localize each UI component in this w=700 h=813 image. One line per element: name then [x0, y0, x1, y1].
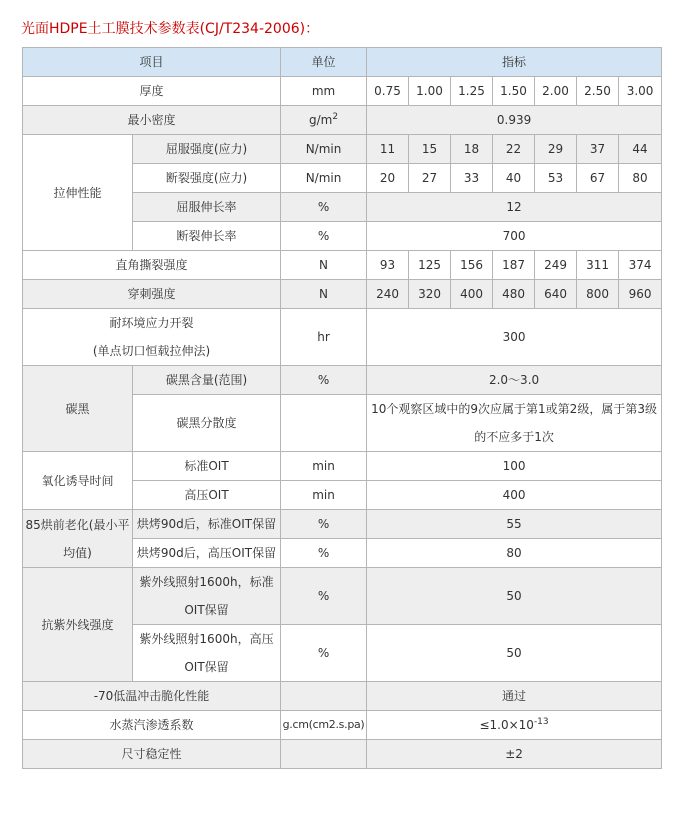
row-label: 水蒸汽渗透系数: [23, 711, 281, 740]
value-cell: 100: [367, 452, 662, 481]
value-base: ≤1.0×10: [479, 718, 534, 732]
label-line: OIT保留: [184, 603, 229, 617]
row-label: 最小密度: [23, 106, 281, 135]
row-label: 穿刺强度: [23, 280, 281, 309]
value-cell: 20: [367, 164, 409, 193]
value-cell: 125: [409, 251, 451, 280]
row-label: [133, 568, 281, 625]
row-label: [23, 309, 281, 366]
row-unit: %: [281, 539, 367, 568]
row-unit: mm: [281, 77, 367, 106]
table-row-stress-crack: [23, 309, 662, 366]
value-cell: 53: [535, 164, 577, 193]
value-cell: 1.25: [451, 77, 493, 106]
value-cell: 2.50: [577, 77, 619, 106]
table-row-vapor: [23, 711, 662, 740]
value-cell: 11: [367, 135, 409, 164]
row-label: 碳黑含量(范围): [133, 366, 281, 395]
page-title: 光面HDPE土工膜技术参数表(CJ/T234-2006)：: [21, 21, 320, 37]
value-cell: [367, 395, 662, 452]
value-cell: 800: [577, 280, 619, 309]
row-label: 厚度: [23, 77, 281, 106]
row-label: 屈服强度(应力): [133, 135, 281, 164]
value-cell: 2.00: [535, 77, 577, 106]
row-unit: g.cm(cm2.s.pa): [281, 711, 367, 740]
value-superscript: -13: [533, 717, 549, 727]
row-unit: %: [281, 193, 367, 222]
value-cell: 400: [367, 481, 662, 510]
table-row-tear: [23, 251, 662, 280]
value-cell: 55: [367, 510, 662, 539]
value-cell: 15: [409, 135, 451, 164]
value-line: 10个观察区域中的9次应属于第1或第2级，属于第3级: [371, 402, 657, 416]
label-line: 均值): [63, 545, 92, 560]
value-cell: 37: [577, 135, 619, 164]
row-label: 尺寸稳定性: [23, 740, 281, 769]
value-cell: 249: [535, 251, 577, 280]
table-row-density: [23, 106, 662, 135]
header-unit: 单位: [281, 48, 367, 77]
value-cell: 187: [493, 251, 535, 280]
row-unit: %: [281, 366, 367, 395]
value-cell: 40: [493, 164, 535, 193]
value-cell: 44: [619, 135, 662, 164]
value-cell: 22: [493, 135, 535, 164]
value-cell: 67: [577, 164, 619, 193]
group-label-tensile: 拉伸性能: [23, 135, 133, 251]
row-unit: hr: [281, 309, 367, 366]
value-cell: 3.00: [619, 77, 662, 106]
value-cell: 374: [619, 251, 662, 280]
table-row-yield-strength: [23, 135, 662, 164]
value-cell: 960: [619, 280, 662, 309]
table-row-low-temp: [23, 682, 662, 711]
value-cell: 50: [367, 625, 662, 682]
row-unit: [281, 740, 367, 769]
label-line: OIT保留: [184, 660, 229, 674]
value-cell: 通过: [367, 682, 662, 711]
table-row-oit-standard: [23, 452, 662, 481]
group-label-oit: 氧化诱导时间: [23, 452, 133, 510]
value-cell: 29: [535, 135, 577, 164]
label-line: (单点切口恒载拉伸法): [92, 344, 211, 358]
value-cell: 50: [367, 568, 662, 625]
row-label: 屈服伸长率: [133, 193, 281, 222]
row-label: 碳黑分散度: [133, 395, 281, 452]
value-cell: 300: [367, 309, 662, 366]
value-cell: 0.75: [367, 77, 409, 106]
row-unit: [281, 395, 367, 452]
unit-base: g/m: [308, 113, 333, 127]
value-cell: [367, 711, 662, 740]
group-label-carbon: 碳黑: [23, 366, 133, 452]
row-unit: N/min: [281, 135, 367, 164]
row-unit: %: [281, 625, 367, 682]
row-label: 标准OIT: [133, 452, 281, 481]
row-label: -70低温冲击脆化性能: [23, 682, 281, 711]
value-cell: 2.0～3.0: [367, 366, 662, 395]
row-label: 烘烤90d后，高压OIT保留: [133, 539, 281, 568]
header-index: 指标: [367, 48, 662, 77]
table-row-carbon-content: [23, 366, 662, 395]
row-unit: min: [281, 481, 367, 510]
spec-table: [22, 47, 662, 769]
label-line: 紫外线照射1600h，标准: [139, 575, 274, 589]
label-line: 紫外线照射1600h，高压: [139, 632, 274, 646]
value-cell: 27: [409, 164, 451, 193]
row-unit: [281, 106, 367, 135]
row-unit: %: [281, 222, 367, 251]
value-cell: 1.00: [409, 77, 451, 106]
row-unit: %: [281, 568, 367, 625]
table-row-dimensional: [23, 740, 662, 769]
row-unit: N: [281, 251, 367, 280]
row-label: 高压OIT: [133, 481, 281, 510]
table-row-uv-standard: [23, 568, 662, 625]
value-cell: 480: [493, 280, 535, 309]
row-unit: min: [281, 452, 367, 481]
value-cell: 400: [451, 280, 493, 309]
row-unit: N: [281, 280, 367, 309]
value-cell: 12: [367, 193, 662, 222]
value-cell: 240: [367, 280, 409, 309]
row-label: 直角撕裂强度: [23, 251, 281, 280]
value-cell: 311: [577, 251, 619, 280]
table-row-oven-standard: [23, 510, 662, 539]
value-cell: ±2: [367, 740, 662, 769]
value-cell: 320: [409, 280, 451, 309]
row-unit: %: [281, 510, 367, 539]
value-cell: 18: [451, 135, 493, 164]
group-label-uv: 抗紫外线强度: [23, 568, 133, 682]
row-unit: N/min: [281, 164, 367, 193]
unit-superscript: 2: [332, 112, 339, 122]
value-cell: 33: [451, 164, 493, 193]
row-label: 烘烤90d后，标准OIT保留: [133, 510, 281, 539]
value-cell: 80: [619, 164, 662, 193]
header-item: 项目: [23, 48, 281, 77]
header-row: [23, 48, 662, 77]
row-unit: [281, 682, 367, 711]
value-cell: 93: [367, 251, 409, 280]
value-cell: 156: [451, 251, 493, 280]
group-label-oven-aging: [23, 510, 133, 568]
table-row-thickness: [23, 77, 662, 106]
value-line: 的不应多于1次: [474, 430, 554, 444]
value-cell: 640: [535, 280, 577, 309]
row-label: [133, 625, 281, 682]
value-cell: 80: [367, 539, 662, 568]
value-cell: 700: [367, 222, 662, 251]
value-cell: 1.50: [493, 77, 535, 106]
table-row-puncture: [23, 280, 662, 309]
value-cell: 0.939: [367, 106, 662, 135]
label-line: 耐环境应力开裂: [109, 316, 194, 330]
row-label: 断裂伸长率: [133, 222, 281, 251]
label-line: 85烘前老化(最小平: [25, 517, 130, 532]
row-label: 断裂强度(应力): [133, 164, 281, 193]
